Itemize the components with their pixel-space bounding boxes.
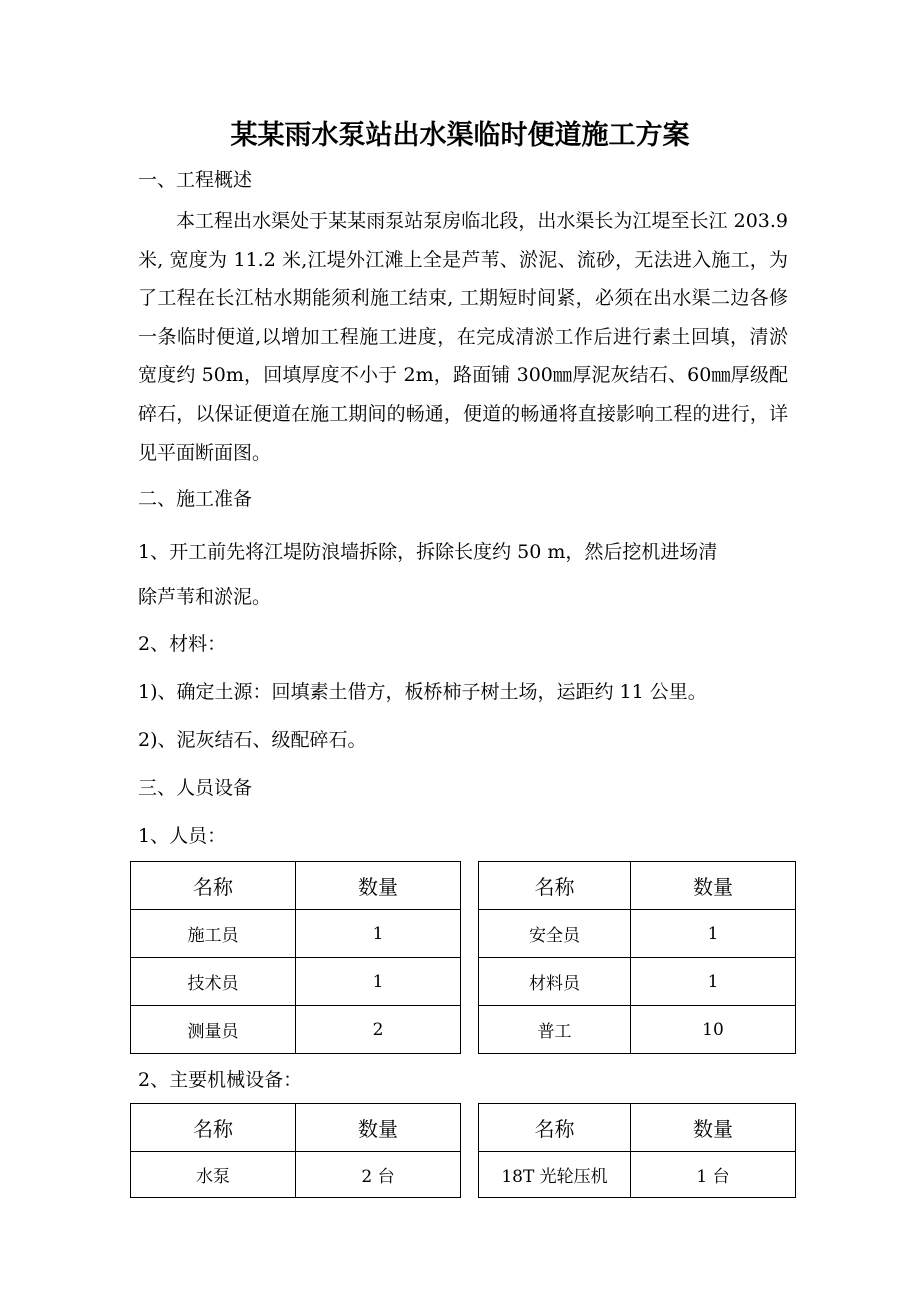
equipment-table — [130, 1103, 796, 1198]
prep-item-2-1: 1)、确定土源：回填素土借方，板桥柿子树土场，运距约 11 公里。 — [138, 681, 707, 703]
table-cell: 1 — [296, 958, 461, 1006]
document-title: 某某雨水泵站出水渠临时便道施工方案 — [230, 120, 690, 151]
table-cell: 测量员 — [131, 1006, 296, 1054]
table-cell: 安全员 — [479, 910, 631, 958]
header-cell: 数量 — [631, 862, 796, 910]
prep-item-1-line-2: 除芦苇和淤泥。 — [138, 586, 272, 608]
column-gap — [461, 958, 479, 1006]
prep-item-1-line-1: 1、开工前先将江堤防浪墙拆除，拆除长度约 50 m，然后挖机进场清 — [138, 541, 718, 563]
column-gap — [461, 1152, 479, 1198]
header-cell: 名称 — [131, 1104, 296, 1152]
column-gap — [461, 910, 479, 958]
column-gap — [461, 1104, 479, 1152]
equipment-heading: 2、主要机械设备： — [138, 1069, 303, 1091]
prep-item-2-2: 2)、泥灰结石、级配碎石。 — [138, 729, 367, 751]
table-cell: 材料员 — [479, 958, 631, 1006]
table-cell: 1 — [631, 958, 796, 1006]
prep-item-2: 2、材料： — [138, 633, 227, 655]
table-row — [131, 958, 796, 1006]
table-header-row — [131, 862, 796, 910]
header-cell: 数量 — [296, 1104, 461, 1152]
table-cell: 1 台 — [631, 1152, 796, 1198]
table-cell: 水泵 — [131, 1152, 296, 1198]
table-cell: 技术员 — [131, 958, 296, 1006]
table-cell: 普工 — [479, 1006, 631, 1054]
table-cell: 2 — [296, 1006, 461, 1054]
table-cell: 10 — [631, 1006, 796, 1054]
section-heading-personnel-equipment: 三、人员设备 — [138, 777, 253, 799]
table-row — [131, 1006, 796, 1054]
table-cell: 1 — [296, 910, 461, 958]
personnel-heading: 1、人员： — [138, 825, 227, 847]
header-cell: 数量 — [296, 862, 461, 910]
section-heading-preparation: 二、施工准备 — [138, 488, 253, 510]
personnel-table — [130, 861, 796, 1054]
table-row — [131, 910, 796, 958]
header-cell: 名称 — [131, 862, 296, 910]
column-gap — [461, 862, 479, 910]
table-row — [131, 1152, 796, 1198]
header-cell: 数量 — [631, 1104, 796, 1152]
header-cell: 名称 — [479, 1104, 631, 1152]
table-cell: 1 — [631, 910, 796, 958]
column-gap — [461, 1006, 479, 1054]
table-cell: 18T 光轮压机 — [479, 1152, 631, 1198]
overview-paragraph: 本工程出水渠处于某某雨泵站泵房临北段，出水渠长为江堤至长江 203.9 米, 宽度为 11.2 米,江堤外江滩上全是芦苇、淤泥、流砂，无法进入施工，为了工程在长江枯水期能须利施工结束, 工期短时间紧，必须在出水渠二边各修一条临时便道,以增加工程施工进度，在完成清淤工作后进行素土回填，清淤宽度约 50m，回填厚度不小于 2m，路面铺 300㎜厚泥灰结石、60㎜厚级配碎石，以保证便道在施工期间的畅通，便道的畅通将直接影响工程的进行，详见平面断面图。 — [138, 210, 788, 464]
table-cell: 施工员 — [131, 910, 296, 958]
section-heading-overview: 一、工程概述 — [138, 169, 253, 191]
header-cell: 名称 — [479, 862, 631, 910]
table-cell: 2 台 — [296, 1152, 461, 1198]
table-header-row — [131, 1104, 796, 1152]
